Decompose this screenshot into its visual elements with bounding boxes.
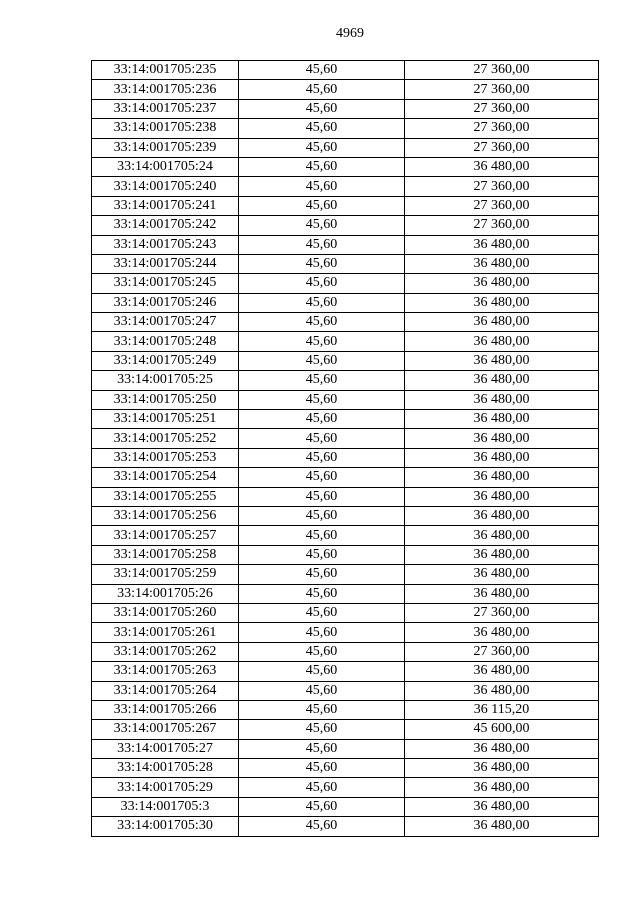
amount-value-cell: 27 360,00 — [405, 603, 599, 622]
amount-value-cell: 27 360,00 — [405, 642, 599, 661]
area-value-cell: 45,60 — [239, 313, 405, 332]
amount-value-cell: 36 480,00 — [405, 526, 599, 545]
cadastral-number-cell: 33:14:001705:3 — [92, 797, 239, 816]
area-value-cell: 45,60 — [239, 293, 405, 312]
amount-value-cell: 36 480,00 — [405, 448, 599, 467]
table-row — [92, 293, 599, 312]
amount-value-cell: 27 360,00 — [405, 61, 599, 80]
area-value-cell: 45,60 — [239, 235, 405, 254]
cadastral-number-cell: 33:14:001705:238 — [92, 119, 239, 138]
cadastral-number-cell: 33:14:001705:259 — [92, 565, 239, 584]
table-row — [92, 390, 599, 409]
cadastral-number-cell: 33:14:001705:243 — [92, 235, 239, 254]
amount-value-cell: 36 480,00 — [405, 390, 599, 409]
area-value-cell: 45,60 — [239, 371, 405, 390]
cadastral-number-cell: 33:14:001705:235 — [92, 61, 239, 80]
cadastral-number-cell: 33:14:001705:25 — [92, 371, 239, 390]
table-row — [92, 216, 599, 235]
table-row — [92, 662, 599, 681]
table-row — [92, 410, 599, 429]
area-value-cell: 45,60 — [239, 720, 405, 739]
cadastral-number-cell: 33:14:001705:252 — [92, 429, 239, 448]
area-value-cell: 45,60 — [239, 138, 405, 157]
table-row — [92, 468, 599, 487]
table-row — [92, 371, 599, 390]
table-row — [92, 196, 599, 215]
table-row — [92, 506, 599, 525]
cadastral-number-cell: 33:14:001705:260 — [92, 603, 239, 622]
cadastral-number-cell: 33:14:001705:247 — [92, 313, 239, 332]
page-number: 4969 — [336, 26, 364, 41]
amount-value-cell: 36 480,00 — [405, 429, 599, 448]
table-row — [92, 778, 599, 797]
table-row — [92, 177, 599, 196]
area-value-cell: 45,60 — [239, 700, 405, 719]
table-row — [92, 720, 599, 739]
area-value-cell: 45,60 — [239, 662, 405, 681]
area-value-cell: 45,60 — [239, 817, 405, 836]
amount-value-cell: 27 360,00 — [405, 196, 599, 215]
amount-value-cell: 27 360,00 — [405, 138, 599, 157]
cadastral-number-cell: 33:14:001705:256 — [92, 506, 239, 525]
cadastral-number-cell: 33:14:001705:246 — [92, 293, 239, 312]
area-value-cell: 45,60 — [239, 80, 405, 99]
amount-value-cell: 36 480,00 — [405, 759, 599, 778]
area-value-cell: 45,60 — [239, 778, 405, 797]
area-value-cell: 45,60 — [239, 216, 405, 235]
table-row — [92, 526, 599, 545]
cadastral-number-cell: 33:14:001705:261 — [92, 623, 239, 642]
amount-value-cell: 36 115,20 — [405, 700, 599, 719]
table-row — [92, 80, 599, 99]
amount-value-cell: 36 480,00 — [405, 293, 599, 312]
area-value-cell: 45,60 — [239, 623, 405, 642]
area-value-cell: 45,60 — [239, 254, 405, 273]
cadastral-number-cell: 33:14:001705:255 — [92, 487, 239, 506]
cadastral-number-cell: 33:14:001705:244 — [92, 254, 239, 273]
cadastral-number-cell: 33:14:001705:251 — [92, 410, 239, 429]
cadastral-number-cell: 33:14:001705:253 — [92, 448, 239, 467]
table-row — [92, 487, 599, 506]
area-value-cell: 45,60 — [239, 681, 405, 700]
table-row — [92, 138, 599, 157]
table-row — [92, 584, 599, 603]
amount-value-cell: 36 480,00 — [405, 584, 599, 603]
amount-value-cell: 36 480,00 — [405, 662, 599, 681]
area-value-cell: 45,60 — [239, 274, 405, 293]
table-body — [92, 61, 599, 837]
amount-value-cell: 36 480,00 — [405, 468, 599, 487]
area-value-cell: 45,60 — [239, 332, 405, 351]
amount-value-cell: 36 480,00 — [405, 157, 599, 176]
cadastral-number-cell: 33:14:001705:263 — [92, 662, 239, 681]
table-row — [92, 642, 599, 661]
amount-value-cell: 36 480,00 — [405, 487, 599, 506]
area-value-cell: 45,60 — [239, 157, 405, 176]
cadastral-number-cell: 33:14:001705:237 — [92, 99, 239, 118]
amount-value-cell: 27 360,00 — [405, 80, 599, 99]
table-row — [92, 797, 599, 816]
table-row — [92, 623, 599, 642]
cadastral-number-cell: 33:14:001705:267 — [92, 720, 239, 739]
cadastral-number-cell: 33:14:001705:262 — [92, 642, 239, 661]
cadastral-number-cell: 33:14:001705:240 — [92, 177, 239, 196]
amount-value-cell: 36 480,00 — [405, 274, 599, 293]
cadastral-number-cell: 33:14:001705:236 — [92, 80, 239, 99]
table-row — [92, 235, 599, 254]
cadastral-number-cell: 33:14:001705:28 — [92, 759, 239, 778]
area-value-cell: 45,60 — [239, 565, 405, 584]
cadastral-number-cell: 33:14:001705:257 — [92, 526, 239, 545]
amount-value-cell: 27 360,00 — [405, 119, 599, 138]
table-row — [92, 313, 599, 332]
table-row — [92, 274, 599, 293]
amount-value-cell: 36 480,00 — [405, 778, 599, 797]
amount-value-cell: 36 480,00 — [405, 235, 599, 254]
table-row — [92, 61, 599, 80]
table-row — [92, 351, 599, 370]
cadastral-number-cell: 33:14:001705:29 — [92, 778, 239, 797]
table-row — [92, 448, 599, 467]
area-value-cell: 45,60 — [239, 603, 405, 622]
amount-value-cell: 36 480,00 — [405, 739, 599, 758]
cadastral-number-cell: 33:14:001705:254 — [92, 468, 239, 487]
area-value-cell: 45,60 — [239, 99, 405, 118]
area-value-cell: 45,60 — [239, 797, 405, 816]
cadastral-number-cell: 33:14:001705:24 — [92, 157, 239, 176]
amount-value-cell: 36 480,00 — [405, 410, 599, 429]
table-row — [92, 332, 599, 351]
amount-value-cell: 27 360,00 — [405, 177, 599, 196]
area-value-cell: 45,60 — [239, 351, 405, 370]
cadastral-number-cell: 33:14:001705:30 — [92, 817, 239, 836]
table-row — [92, 681, 599, 700]
amount-value-cell: 36 480,00 — [405, 797, 599, 816]
table-row — [92, 157, 599, 176]
cadastral-number-cell: 33:14:001705:245 — [92, 274, 239, 293]
table-row — [92, 119, 599, 138]
area-value-cell: 45,60 — [239, 429, 405, 448]
amount-value-cell: 36 480,00 — [405, 313, 599, 332]
area-value-cell: 45,60 — [239, 545, 405, 564]
cadastral-number-cell: 33:14:001705:26 — [92, 584, 239, 603]
amount-value-cell: 36 480,00 — [405, 681, 599, 700]
amount-value-cell: 36 480,00 — [405, 506, 599, 525]
amount-value-cell: 27 360,00 — [405, 99, 599, 118]
area-value-cell: 45,60 — [239, 526, 405, 545]
area-value-cell: 45,60 — [239, 119, 405, 138]
cadastral-table — [91, 60, 599, 837]
area-value-cell: 45,60 — [239, 177, 405, 196]
cadastral-number-cell: 33:14:001705:239 — [92, 138, 239, 157]
amount-value-cell: 36 480,00 — [405, 371, 599, 390]
amount-value-cell: 36 480,00 — [405, 254, 599, 273]
cadastral-number-cell: 33:14:001705:266 — [92, 700, 239, 719]
area-value-cell: 45,60 — [239, 410, 405, 429]
amount-value-cell: 36 480,00 — [405, 817, 599, 836]
amount-value-cell: 36 480,00 — [405, 565, 599, 584]
table-row — [92, 565, 599, 584]
table-row — [92, 739, 599, 758]
cadastral-number-cell: 33:14:001705:249 — [92, 351, 239, 370]
cadastral-number-cell: 33:14:001705:27 — [92, 739, 239, 758]
area-value-cell: 45,60 — [239, 739, 405, 758]
table-row — [92, 700, 599, 719]
table-row — [92, 99, 599, 118]
area-value-cell: 45,60 — [239, 390, 405, 409]
area-value-cell: 45,60 — [239, 642, 405, 661]
table-row — [92, 254, 599, 273]
table-row — [92, 429, 599, 448]
area-value-cell: 45,60 — [239, 759, 405, 778]
amount-value-cell: 36 480,00 — [405, 332, 599, 351]
cadastral-number-cell: 33:14:001705:242 — [92, 216, 239, 235]
area-value-cell: 45,60 — [239, 196, 405, 215]
cadastral-number-cell: 33:14:001705:264 — [92, 681, 239, 700]
table-row — [92, 817, 599, 836]
amount-value-cell: 36 480,00 — [405, 351, 599, 370]
amount-value-cell: 36 480,00 — [405, 545, 599, 564]
area-value-cell: 45,60 — [239, 468, 405, 487]
area-value-cell: 45,60 — [239, 506, 405, 525]
table-row — [92, 545, 599, 564]
amount-value-cell: 27 360,00 — [405, 216, 599, 235]
area-value-cell: 45,60 — [239, 61, 405, 80]
table-row — [92, 759, 599, 778]
cadastral-number-cell: 33:14:001705:250 — [92, 390, 239, 409]
area-value-cell: 45,60 — [239, 448, 405, 467]
table-row — [92, 603, 599, 622]
cadastral-number-cell: 33:14:001705:258 — [92, 545, 239, 564]
area-value-cell: 45,60 — [239, 487, 405, 506]
amount-value-cell: 45 600,00 — [405, 720, 599, 739]
area-value-cell: 45,60 — [239, 584, 405, 603]
cadastral-number-cell: 33:14:001705:241 — [92, 196, 239, 215]
amount-value-cell: 36 480,00 — [405, 623, 599, 642]
cadastral-number-cell: 33:14:001705:248 — [92, 332, 239, 351]
